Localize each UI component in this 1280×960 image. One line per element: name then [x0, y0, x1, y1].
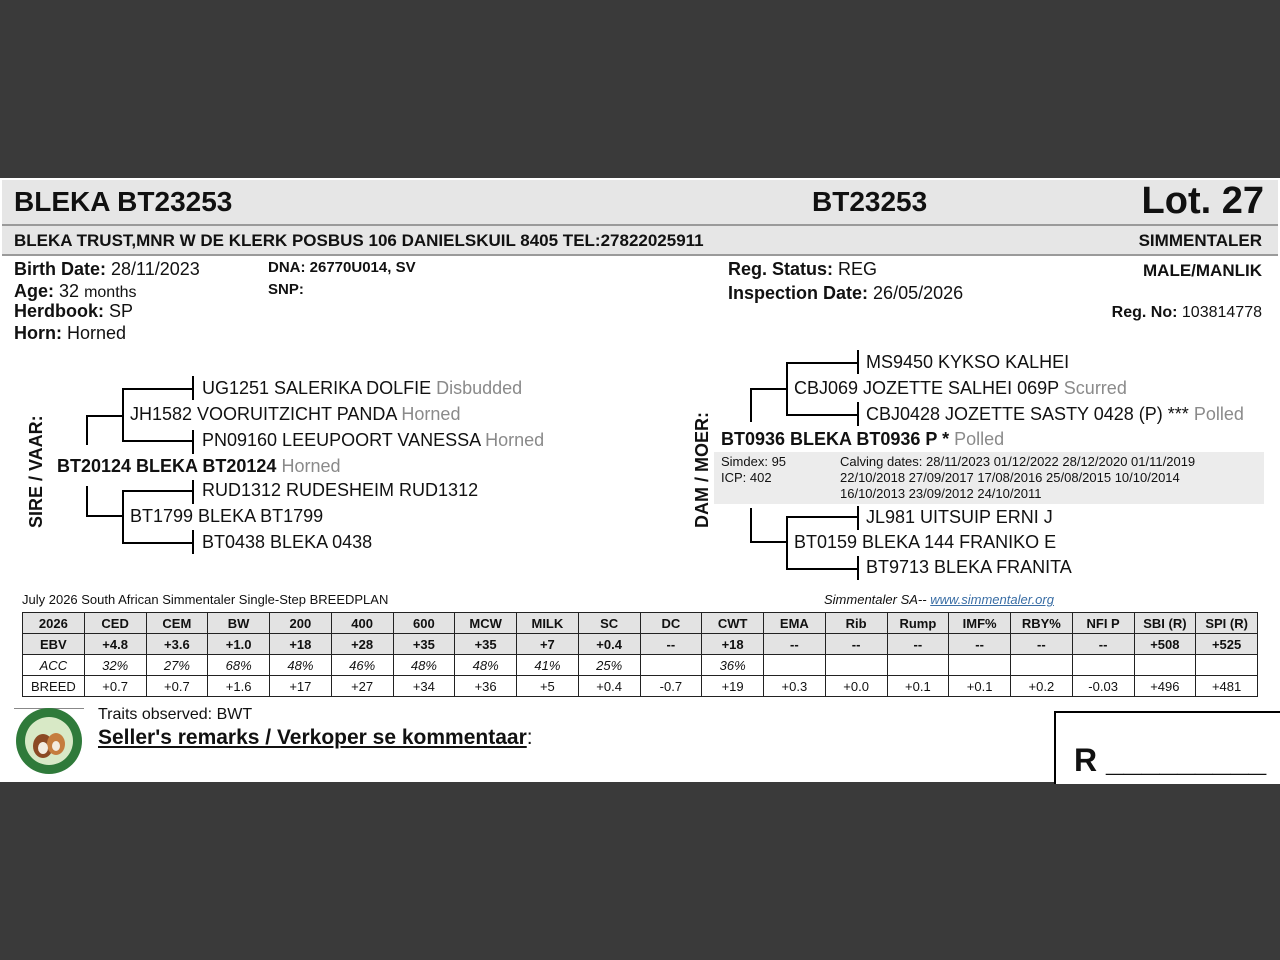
tree-line — [86, 515, 122, 517]
reg-no-label: Reg. No: — [1111, 304, 1178, 321]
ancestor-horn: Scurred — [1063, 378, 1127, 398]
ebv-column-header: Rib — [825, 613, 887, 634]
ebv-column-header: CED — [84, 613, 146, 634]
lot-number: Lot. 27 — [1141, 180, 1264, 222]
row-label: BREED — [23, 676, 85, 697]
herdbook-value: SP — [109, 301, 134, 321]
ebv-cell: +35 — [455, 634, 517, 655]
reg-status-value: REG — [838, 259, 878, 279]
tree-line — [192, 530, 194, 554]
ebv-column-header: SPI (R) — [1196, 613, 1258, 634]
ebv-cell — [1196, 655, 1258, 676]
ancestor-name: JH1582 VOORUITZICHT PANDA — [130, 404, 397, 424]
ebv-cell: -- — [949, 634, 1011, 655]
ebv-cell: +0.7 — [146, 676, 208, 697]
tree-line — [192, 430, 194, 454]
ebv-cell: +0.3 — [764, 676, 826, 697]
owner-line: BLEKA TRUST,MNR W DE KLERK POSBUS 106 DANIELSKUIL 8405 TEL:27822025911 — [14, 231, 704, 250]
website-link[interactable]: www.simmentaler.org — [930, 592, 1054, 607]
ancestor-horn: Horned — [485, 430, 545, 450]
age-unit: months — [84, 284, 137, 301]
ebv-cell: +27 — [331, 676, 393, 697]
sire-label: SIRE / VAAR: — [26, 415, 46, 528]
ebv-column-header: BW — [208, 613, 270, 634]
dam-sire-sire: MS9450 KYKSO KALHEI — [866, 352, 1070, 372]
seller-remarks-colon: : — [526, 726, 533, 749]
ebv-cell: 25% — [578, 655, 640, 676]
tree-line — [750, 508, 752, 542]
ancestor-horn: Polled — [954, 429, 1005, 449]
sex: MALE/MANLIK — [1143, 261, 1262, 280]
ancestor-name: PN09160 LEEUPOORT VANESSA — [202, 430, 481, 450]
dam-dam-sire: JL981 UITSUIP ERNI J — [866, 507, 1053, 527]
ebv-cell — [887, 655, 949, 676]
ebv-cell — [640, 655, 702, 676]
dam-label: DAM / MOER: — [692, 412, 712, 528]
ebv-cell: +525 — [1196, 634, 1258, 655]
simmentaler-logo-icon — [14, 706, 84, 776]
horn-value: Horned — [67, 323, 127, 343]
ancestor-name: UG1251 SALERIKA DOLFIE — [202, 378, 432, 398]
age-value: 32 — [59, 281, 80, 301]
sire-sire-sire — [202, 378, 522, 399]
ebv-cell: +17 — [270, 676, 332, 697]
ebv-column-header: MILK — [517, 613, 579, 634]
ebv-cell: 48% — [393, 655, 455, 676]
row-label: ACC — [23, 655, 85, 676]
age-label: Age: — [14, 281, 54, 301]
tree-line — [786, 362, 859, 364]
ebv-cell: +3.6 — [146, 634, 208, 655]
ebv-column-header: 200 — [270, 613, 332, 634]
simmentaler-logo — [14, 706, 84, 776]
herdbook — [14, 301, 133, 322]
ebv-column-header: SBI (R) — [1134, 613, 1196, 634]
tree-line — [122, 388, 124, 440]
tree-line — [750, 541, 786, 543]
seller-remarks-label: Seller's remarks / Verkoper se kommentaar — [98, 726, 527, 749]
sire-sire-dam — [202, 430, 544, 451]
ebv-cell: -0.7 — [640, 676, 702, 697]
breed-name: SIMMENTALER — [1138, 231, 1262, 250]
tree-line — [122, 388, 194, 390]
ebv-cell: +7 — [517, 634, 579, 655]
ebv-column-header: 2026 — [23, 613, 85, 634]
ebv-cell: +18 — [702, 634, 764, 655]
tree-line — [122, 490, 194, 492]
ebv-cell: +28 — [331, 634, 393, 655]
owner-divider — [2, 254, 1278, 256]
ebv-cell: +35 — [393, 634, 455, 655]
horn — [14, 323, 126, 344]
ebv-row — [23, 634, 1258, 655]
sire-dam-sire: RUD1312 RUDESHEIM RUD1312 — [202, 480, 479, 500]
breedplan-caption: July 2026 South African Simmentaler Single-Step BREEDPLAN — [22, 592, 389, 607]
tree-line — [750, 388, 786, 390]
ebv-cell: 68% — [208, 655, 270, 676]
reg-no-value: 103814778 — [1181, 304, 1262, 321]
ebv-column-header: CEM — [146, 613, 208, 634]
ebv-cell: +0.1 — [949, 676, 1011, 697]
tree-line — [122, 490, 124, 542]
ebv-cell: 46% — [331, 655, 393, 676]
breed-avg-row — [23, 676, 1258, 697]
ebv-column-header: NFI P — [1072, 613, 1134, 634]
ancestor-name: BT0936 BLEKA BT0936 P * — [721, 429, 950, 449]
ebv-cell: -- — [640, 634, 702, 655]
ebv-cell: +18 — [270, 634, 332, 655]
ebv-cell — [1011, 655, 1073, 676]
sire-dam-dam: BT0438 BLEKA 0438 — [202, 532, 373, 552]
ebv-cell: 36% — [702, 655, 764, 676]
ebv-cell — [1134, 655, 1196, 676]
inspection-date-value: 26/05/2026 — [873, 283, 964, 303]
tree-line — [750, 388, 752, 422]
ebv-cell: -- — [887, 634, 949, 655]
dam-dam-dam: BT9713 BLEKA FRANITA — [866, 557, 1072, 577]
tree-line — [857, 506, 859, 530]
reg-status-label: Reg. Status: — [728, 259, 834, 279]
inspection-date — [728, 283, 963, 304]
ebv-cell: +0.7 — [84, 676, 146, 697]
snp: SNP: — [268, 281, 304, 298]
acc-row — [23, 655, 1258, 676]
tree-line — [786, 414, 859, 416]
row-label: EBV — [23, 634, 85, 655]
tree-line — [86, 486, 88, 516]
ebv-cell: 48% — [270, 655, 332, 676]
ebv-column-header: RBY% — [1011, 613, 1073, 634]
ebv-column-header: Rump — [887, 613, 949, 634]
ancestor-horn: Polled — [1193, 404, 1244, 424]
ancestor-name: CBJ0428 JOZETTE SASTY 0428 (P) *** — [866, 404, 1189, 424]
ebv-cell: +36 — [455, 676, 517, 697]
ebv-cell: -- — [825, 634, 887, 655]
ebv-cell: +34 — [393, 676, 455, 697]
birth-date — [14, 259, 200, 280]
ebv-column-header: IMF% — [949, 613, 1011, 634]
ebv-cell — [1072, 655, 1134, 676]
herdbook-label: Herdbook: — [14, 301, 104, 321]
tree-line — [857, 556, 859, 580]
ebv-cell: -- — [1011, 634, 1073, 655]
ebv-cell: +496 — [1134, 676, 1196, 697]
seller-remarks — [98, 726, 533, 750]
ancestor-horn: Horned — [401, 404, 461, 424]
ebv-cell: +1.0 — [208, 634, 270, 655]
tree-line — [122, 542, 194, 544]
ebv-cell — [949, 655, 1011, 676]
tree-line — [786, 362, 788, 414]
animal-name: BLEKA BT23253 — [14, 186, 233, 217]
horn-label: Horn: — [14, 323, 62, 343]
lot-card — [0, 178, 1280, 782]
ebv-column-header: 600 — [393, 613, 455, 634]
ebv-cell: -0.03 — [1072, 676, 1134, 697]
inspection-date-label: Inspection Date: — [728, 283, 869, 303]
ebv-column-header: EMA — [764, 613, 826, 634]
ebv-cell: 32% — [84, 655, 146, 676]
ancestor-name: CBJ069 JOZETTE SALHEI 069P — [794, 378, 1059, 398]
ebv-table — [22, 612, 1258, 697]
simdex: Simdex: 95 — [721, 454, 787, 469]
ebv-cell: +481 — [1196, 676, 1258, 697]
ebv-cell: 48% — [455, 655, 517, 676]
ebv-cell: +4.8 — [84, 634, 146, 655]
calving-dates-2: 22/10/2018 27/09/2017 17/08/2016 25/08/2015 10/10/2014 — [840, 470, 1180, 485]
sire — [57, 456, 341, 477]
tree-line — [86, 415, 88, 445]
birth-date-value: 28/11/2023 — [111, 259, 200, 279]
ebv-cell: -- — [1072, 634, 1134, 655]
ebv-column-header: CWT — [702, 613, 764, 634]
ancestor-horn: Disbudded — [436, 378, 523, 398]
tree-line — [86, 415, 122, 417]
tree-line — [786, 516, 859, 518]
icp: ICP: 402 — [721, 470, 772, 485]
ebv-cell — [764, 655, 826, 676]
ebv-cell: -- — [764, 634, 826, 655]
ebv-cell: +0.2 — [1011, 676, 1073, 697]
animal-id: BT23253 — [812, 186, 928, 217]
dam-sire-dam — [866, 404, 1244, 425]
traits-observed: Traits observed: BWT — [98, 706, 253, 723]
calving-dates-3: 16/10/2013 23/09/2012 24/10/2011 — [840, 486, 1042, 501]
society-credit — [824, 592, 1054, 607]
sire-sire — [130, 404, 460, 425]
dna: DNA: 26770U014, SV — [268, 259, 416, 276]
ebv-cell: +0.4 — [578, 676, 640, 697]
age — [14, 281, 137, 302]
ebv-cell: +0.0 — [825, 676, 887, 697]
ebv-column-header: MCW — [455, 613, 517, 634]
ancestor-horn: Horned — [281, 456, 341, 476]
sire-dam: BT1799 BLEKA BT1799 — [130, 506, 324, 526]
ebv-cell: 27% — [146, 655, 208, 676]
dam-sire — [794, 378, 1127, 399]
calving-dates-1: Calving dates: 28/11/2023 01/12/2022 28/12/2020 01/11/2019 — [840, 454, 1196, 469]
price-label: R _________ — [1074, 742, 1267, 778]
ebv-cell: 41% — [517, 655, 579, 676]
tree-line — [786, 516, 788, 568]
ebv-cell: +5 — [517, 676, 579, 697]
ebv-cell — [825, 655, 887, 676]
ebv-cell: +1.6 — [208, 676, 270, 697]
ebv-cell: +0.1 — [887, 676, 949, 697]
ebv-cell: +0.4 — [578, 634, 640, 655]
ebv-column-header: DC — [640, 613, 702, 634]
birth-date-label: Birth Date: — [14, 259, 107, 279]
ancestor-name: BT20124 BLEKA BT20124 — [57, 456, 277, 476]
tree-line — [786, 568, 859, 570]
dam — [721, 429, 1004, 450]
ebv-cell: +508 — [1134, 634, 1196, 655]
tree-line — [122, 440, 194, 442]
ebv-column-header: SC — [578, 613, 640, 634]
ebv-cell: +19 — [702, 676, 764, 697]
ebv-header-row — [23, 613, 1258, 634]
tree-line — [192, 480, 194, 504]
society-name: Simmentaler SA-- — [824, 592, 927, 607]
dam-dam: BT0159 BLEKA 144 FRANIKO E — [794, 532, 1057, 552]
reg-no — [1112, 304, 1262, 322]
reg-status — [728, 259, 877, 280]
tree-line — [857, 402, 859, 426]
ebv-column-header: 400 — [331, 613, 393, 634]
